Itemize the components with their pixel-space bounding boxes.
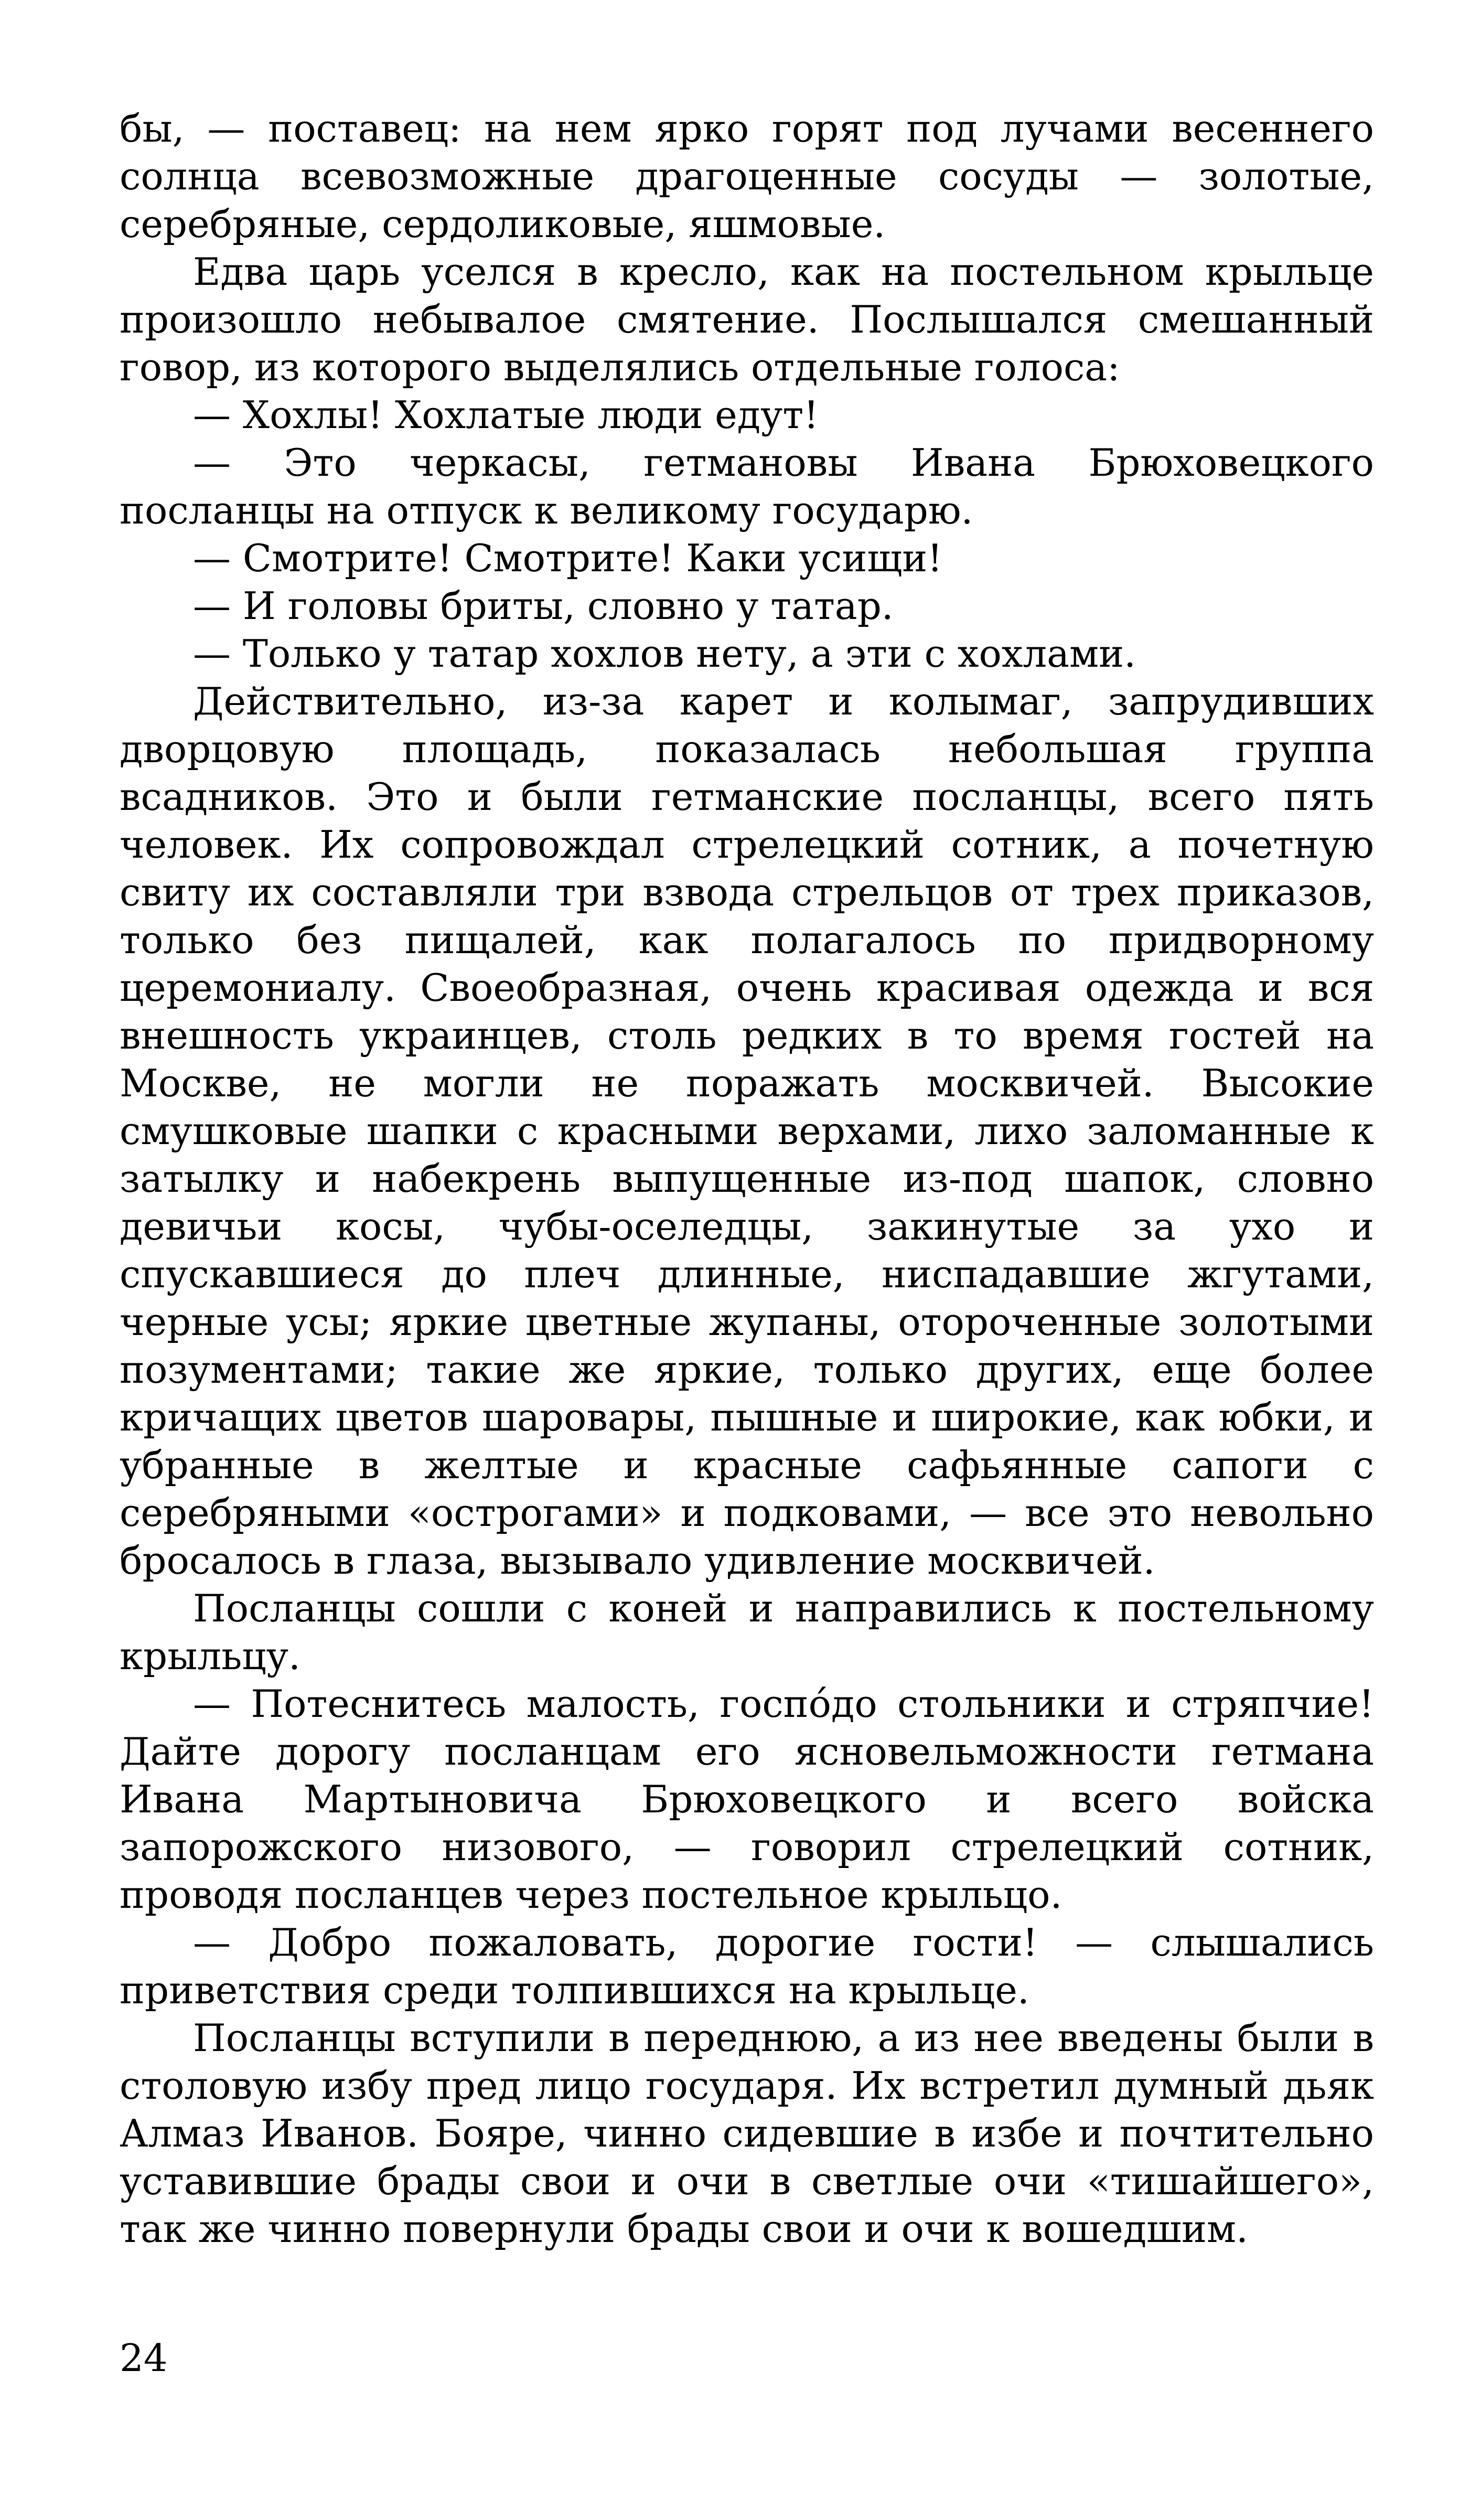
paragraph: — Добро пожаловать, дорогие гости! — слышались приветствия среди толпившихся на крыльце. [120,1920,1374,2012]
paragraph: Посланцы вступили в переднюю, а из нее введены были в столовую избу пред лицо государя. Их встретил думный дьяк Алмаз Иванов. Бояре, чинно сидевшие в избе и почтительно уставившие брады свои и очи в светлые очи «тишайшего», так же чинно повернули брады свои и очи к вошедшим. [120,2016,1374,2251]
page-text [120,105,1374,2253]
paragraph: Действительно, из-за карет и колымаг, запрудивших дворцовую площадь, показалась небольшая группа всадников. Это и были гетманские посланцы, всего пять человек. Их сопровождал стрелецкий сотник, а почетную свиту их составляли три взвода стрельцов от трех приказов, только без пищалей, как полагалось по придворному церемониалу. Своеобразная, очень красивая одежда и вся внешность украинцев, столь редких в то время гостей на Москве, не могли не поражать москвичей. Высокие смушковые шапки с красными верхами, лихо заломанные к затылку и набекрень выпущенные из-под шапок, словно девичьи косы, чубы-оселедцы, закинутые за ухо и спускавшиеся до плеч длинные, ниспадавшие жгутами, черные усы; яркие цветные жупаны, отороченные золотыми позументами; такие же яркие, только других, еще более кричащих цветов шаровары, пышные и широкие, как юбки, и убранные в желтые и красные сафьянные сапоги с серебряными «острогами» и подковами, — все это невольно бросалось в глаза, вызывало удивление москвичей. [120,679,1374,1583]
paragraph: — Хохлы! Хохлатые люди едут! [193,393,819,437]
page-number: 24 [120,2336,168,2380]
paragraph: — Это черкасы, гетмановы Ивана Брюховецкого посланцы на отпуск к великому государю. [120,441,1374,532]
paragraph: бы, — поставец: на нем ярко горят под лучами весеннего солнца всевозможные драгоценные сосуды — золотые, серебряные, сердоликовые, яшмовые. [120,106,1374,246]
paragraph: — Потеснитесь малость, госпо́до стольники и стряпчие! Дайте дорогу посланцам его ясновельможности гетмана Ивана Мартыновича Брюховецкого и всего войска запорожского низового, — говорил стрелецкий сотник, проводя посланцев через постельное крыльцо. [120,1682,1374,1917]
paragraph: Посланцы сошли с коней и направились к постельному крыльцу. [120,1586,1374,1678]
paragraph: — И головы бриты, словно у татар. [193,584,894,628]
paragraph: — Смотрите! Смотрите! Каки усищи! [193,536,943,580]
paragraph: — Только у татар хохлов нету, а эти с хохлами. [193,632,1136,676]
paragraph: Едва царь уселся в кресло, как на постельном крыльце произошло небывалое смятение. Послышался смешанный говор, из которого выделялись отдельные голоса: [120,250,1374,389]
